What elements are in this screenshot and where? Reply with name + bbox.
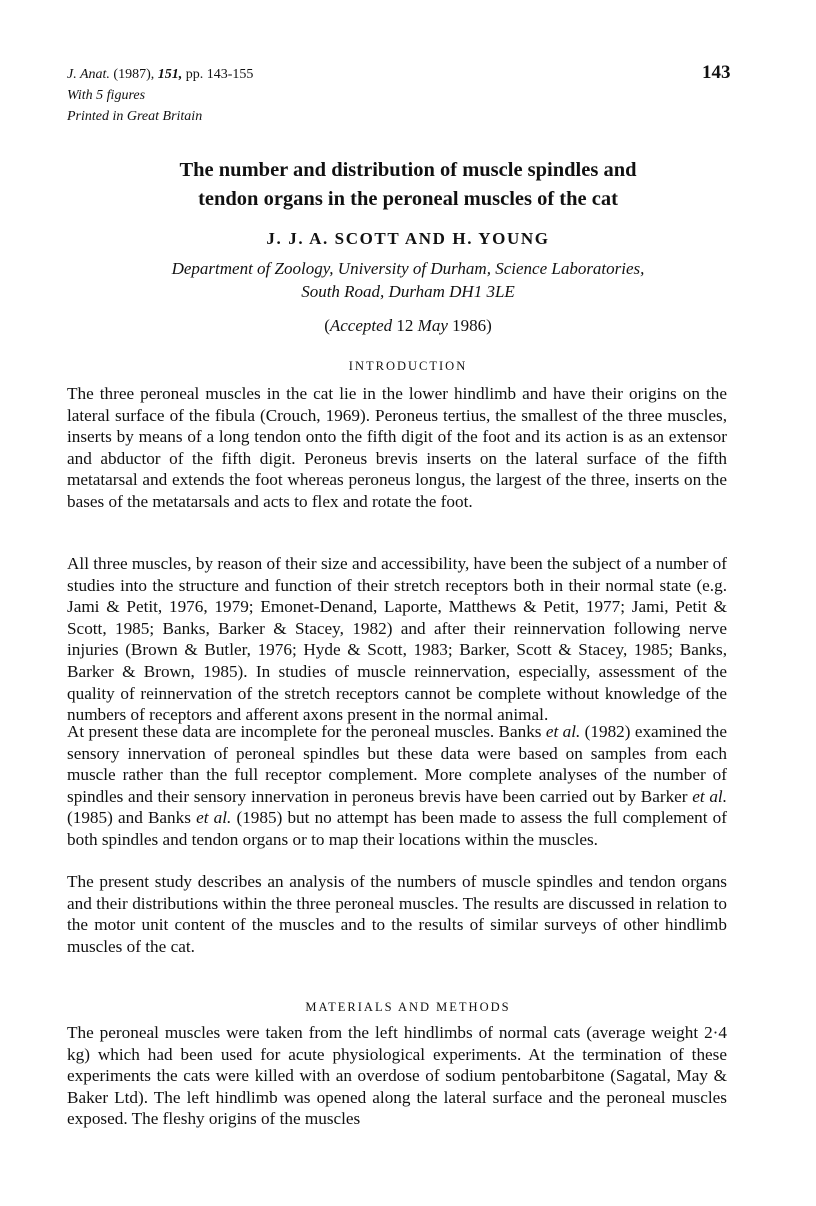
affiliation-line-2: South Road, Durham DH1 3LE [301,282,515,301]
journal-pages: pp. 143-155 [185,67,254,82]
accepted-word: Accepted [329,316,393,335]
text-run: All three muscles, by reason of their size and accessibility, have been the subject of a number of studies into the structure and function of their stretch receptors both in their normal state (e.g. Jami & Petit, 1976, 1979; Emonet-Denand, Laporte, Matthews & Petit, 1977; Jami, Petit & Scott, 1985; Banks, Barker & Stacey, 1982) and after their reinnervation following nerve injuries (Brown & Butler, 1976; Hyde & Scott, 1983; Barker, Scott & Stacey, 1985; Banks, Barker & Brown, 1985). In studies of muscle reinnervation, especially, assessment of the quality of reinnervation of the stretch receptors cannot be complete without knowledge of the numbers of receptors and afferent axons present in the normal animal. [67,554,727,725]
printed-note: Printed in Great Britain [67,109,203,124]
journal-year: (1987), [113,67,155,82]
running-header [67,64,253,127]
paragraph-methods-1 [67,1022,727,1130]
affiliation-line-1: Department of Zoology, University of Durham, Science Laboratories, [171,259,645,278]
text-run: The peroneal muscles were taken from the left hindlimbs of normal cats (average weight 2·4 kg) which had been used for acute physiological experiments. At the termination of these experiments the cats were killed with an overdose of sodium pentobarbitone (Sagatal, May & Baker Ltd). The left hindlimb was opened along the lateral surface and the peroneal muscles exposed. The fleshy origins of the muscles [67,1023,727,1129]
accepted-year: 1986) [447,316,492,335]
text-run: et al. [545,722,581,741]
text-run: (1985) but no attempt has been made to assess the full complement of both spindles and tendon organs or to map their locations within the muscles. [67,808,727,849]
text-run: et al. [692,786,727,806]
figures-note: With 5 figures [67,88,146,103]
accepted-day: 12 [392,316,418,335]
citation-line [67,64,253,85]
text-run: (1982) examined the sensory innervation of peroneal spindles but these data were based on samples from each muscle rather than the full receptor complement. More complete analyses of the number of spindles and their sensory innervation in peroneus brevis have been carried out by Barker [67,722,727,806]
heading-methods: MATERIALS AND METHODS [305,1000,511,1014]
paragraph-intro-4 [67,871,727,957]
text-run: et al. [196,808,232,828]
article-title [60,156,756,214]
text-run: The present study describes an analysis of the numbers of muscle spindles and tendon organs and their distributions within the three peroneal muscles. The results are discussed in relation to the motor unit content of the muscles and to the results of similar surveys of other hindlimb muscles of the cat. [67,872,727,956]
accepted-date [60,316,756,336]
accepted-open: ( [324,316,330,335]
title-line-2: tendon organs in the peroneal muscles of the cat [198,188,618,210]
paragraph-intro-2 [67,553,727,726]
paragraph-intro-1 [67,383,727,513]
title-line-1: The number and distribution of muscle spindles and [179,159,637,181]
journal-volume: 151, [157,67,183,82]
authors: J. J. A. SCOTT AND H. YOUNG [266,229,550,248]
page-number: 143 [702,62,731,83]
text-run: (1985) and Banks [67,808,197,828]
heading-introduction: INTRODUCTION [348,359,468,373]
journal-name: J. Anat. [67,67,110,82]
text-run: At present these data are incomplete for the peroneal muscles. Banks [67,722,546,741]
accepted-month: May [417,316,448,335]
paragraph-intro-3 [67,721,727,851]
affiliation [60,257,756,303]
text-run: The three peroneal muscles in the cat lie in the lower hindlimb and have their origins on the lateral surface of the fibula (Crouch, 1969). Peroneus tertius, the smallest of the three muscles, inserts by means of a long tendon onto the fifth digit of the foot and its action is as an extensor and abductor of the fifth digit. Peroneus brevis inserts on the lateral surface of the fifth metatarsal and extends the foot whereas peroneus longus, the largest of the three, inserts on the bases of the metatarsals and acts to flex and rotate the foot. [67,384,727,511]
